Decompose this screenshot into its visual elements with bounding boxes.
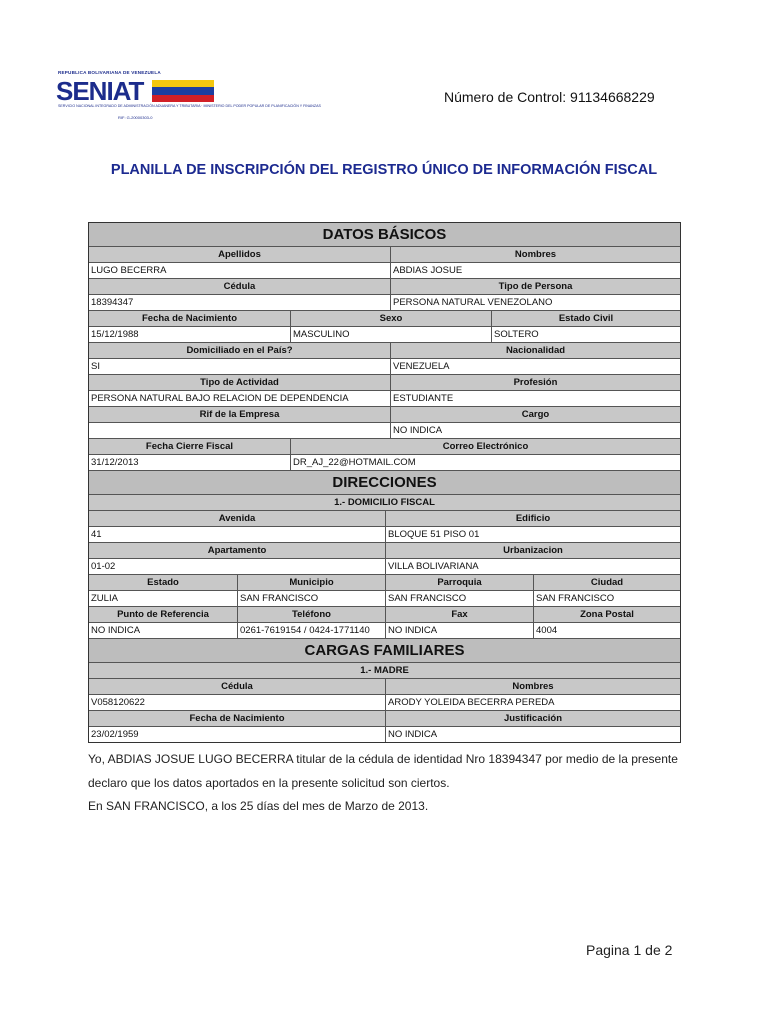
value-fax: NO INDICA xyxy=(385,623,533,638)
value-apartamento: 01-02 xyxy=(89,559,385,574)
registration-form xyxy=(88,222,681,743)
declaration xyxy=(88,748,684,819)
label-tipo-persona: Tipo de Persona xyxy=(390,279,680,294)
label-rif-empresa: Rif de la Empresa xyxy=(89,407,390,422)
venezuela-flag-icon xyxy=(152,80,214,102)
label-apartamento: Apartamento xyxy=(89,543,385,558)
label-telefono: Teléfono xyxy=(237,607,385,622)
value-parroquia: SAN FRANCISCO xyxy=(385,591,533,606)
label-municipio: Municipio xyxy=(237,575,385,590)
logo-name: SENIAT xyxy=(56,76,144,106)
section-cargas-familiares: CARGAS FAMILIARES xyxy=(89,639,680,662)
subsection-domicilio-fiscal: 1.- DOMICILIO FISCAL xyxy=(89,495,680,510)
value-carga-justificacion: NO INDICA xyxy=(385,727,680,742)
declaration-place-date: En SAN FRANCISCO, a los 25 días del mes de Marzo de 2013. xyxy=(88,799,429,813)
value-carga-nombres: ARODY YOLEIDA BECERRA PEREDA xyxy=(385,695,680,710)
label-nacionalidad: Nacionalidad xyxy=(390,343,680,358)
label-estado: Estado xyxy=(89,575,237,590)
value-carga-fecha-nacimiento: 23/02/1959 xyxy=(89,727,385,742)
label-punto-referencia: Punto de Referencia xyxy=(89,607,237,622)
logo-rif: RIF: G-20000303-0 xyxy=(118,115,153,120)
subsection-madre: 1.- MADRE xyxy=(89,663,680,678)
label-avenida: Avenida xyxy=(89,511,385,526)
value-zona-postal: 4004 xyxy=(533,623,680,638)
label-parroquia: Parroquia xyxy=(385,575,533,590)
label-fecha-cierre: Fecha Cierre Fiscal xyxy=(89,439,290,454)
value-fecha-nacimiento: 15/12/1988 xyxy=(89,327,290,342)
value-avenida: 41 xyxy=(89,527,385,542)
value-cedula: 18394347 xyxy=(89,295,390,310)
seniat-logo xyxy=(56,70,321,124)
label-apellidos: Apellidos xyxy=(89,247,390,262)
label-profesion: Profesión xyxy=(390,375,680,390)
value-profesion: ESTUDIANTE xyxy=(390,391,680,406)
document-title: PLANILLA DE INSCRIPCIÓN DEL REGISTRO ÚNICO DE INFORMACIÓN FISCAL xyxy=(110,162,658,178)
label-correo: Correo Electrónico xyxy=(290,439,680,454)
label-zona-postal: Zona Postal xyxy=(533,607,680,622)
value-domiciliado: SI xyxy=(89,359,390,374)
value-fecha-cierre: 31/12/2013 xyxy=(89,455,290,470)
value-nacionalidad: VENEZUELA xyxy=(390,359,680,374)
value-carga-cedula: V058120622 xyxy=(89,695,385,710)
label-fecha-nacimiento: Fecha de Nacimiento xyxy=(89,311,290,326)
value-estado-civil: SOLTERO xyxy=(491,327,680,342)
value-tipo-persona: PERSONA NATURAL VENEZOLANO xyxy=(390,295,680,310)
section-direcciones: DIRECCIONES xyxy=(89,471,680,494)
label-carga-cedula: Cédula xyxy=(89,679,385,694)
value-punto-referencia: NO INDICA xyxy=(89,623,237,638)
logo-subtext: SERVICIO NACIONAL INTEGRADO DE ADMINISTRACIÓN ADUANERA Y TRIBUTARIA · MINISTERIO DEL PODER POPULAR DE PLANIFICACIÓN Y FINANZAS xyxy=(58,104,321,108)
label-edificio: Edificio xyxy=(385,511,680,526)
value-apellidos: LUGO BECERRA xyxy=(89,263,390,278)
section-datos-basicos: DATOS BÁSICOS xyxy=(89,223,680,246)
label-ciudad: Ciudad xyxy=(533,575,680,590)
value-ciudad: SAN FRANCISCO xyxy=(533,591,680,606)
logo-top-text: REPUBLICA BOLIVARIANA DE VENEZUELA xyxy=(58,70,161,75)
value-telefono: 0261-7619154 / 0424-1771140 xyxy=(237,623,385,638)
value-urbanizacion: VILLA BOLIVARIANA xyxy=(385,559,680,574)
label-urbanizacion: Urbanizacion xyxy=(385,543,680,558)
value-edificio: BLOQUE 51 PISO 01 xyxy=(385,527,680,542)
value-cargo: NO INDICA xyxy=(390,423,680,438)
value-nombres: ABDIAS JOSUE xyxy=(390,263,680,278)
value-correo: DR_AJ_22@HOTMAIL.COM xyxy=(290,455,680,470)
label-cargo: Cargo xyxy=(390,407,680,422)
value-estado: ZULIA xyxy=(89,591,237,606)
page-number: Pagina 1 de 2 xyxy=(586,942,673,958)
value-sexo: MASCULINO xyxy=(290,327,491,342)
label-fax: Fax xyxy=(385,607,533,622)
label-carga-nombres: Nombres xyxy=(385,679,680,694)
label-tipo-actividad: Tipo de Actividad xyxy=(89,375,390,390)
label-carga-justificacion: Justificación xyxy=(385,711,680,726)
label-estado-civil: Estado Civil xyxy=(491,311,680,326)
value-municipio: SAN FRANCISCO xyxy=(237,591,385,606)
control-number: Número de Control: 91134668229 xyxy=(444,89,655,105)
label-carga-fecha-nacimiento: Fecha de Nacimiento xyxy=(89,711,385,726)
value-tipo-actividad: PERSONA NATURAL BAJO RELACION DE DEPENDENCIA xyxy=(89,391,390,406)
label-domiciliado: Domiciliado en el País? xyxy=(89,343,390,358)
value-rif-empresa xyxy=(89,423,390,438)
label-sexo: Sexo xyxy=(290,311,491,326)
declaration-statement: Yo, ABDIAS JOSUE LUGO BECERRA titular de la cédula de identidad Nro 18394347 por medio de la presente declaro que los datos aportados en la presente solicitud son ciertos. xyxy=(88,752,678,790)
label-nombres: Nombres xyxy=(390,247,680,262)
label-cedula: Cédula xyxy=(89,279,390,294)
